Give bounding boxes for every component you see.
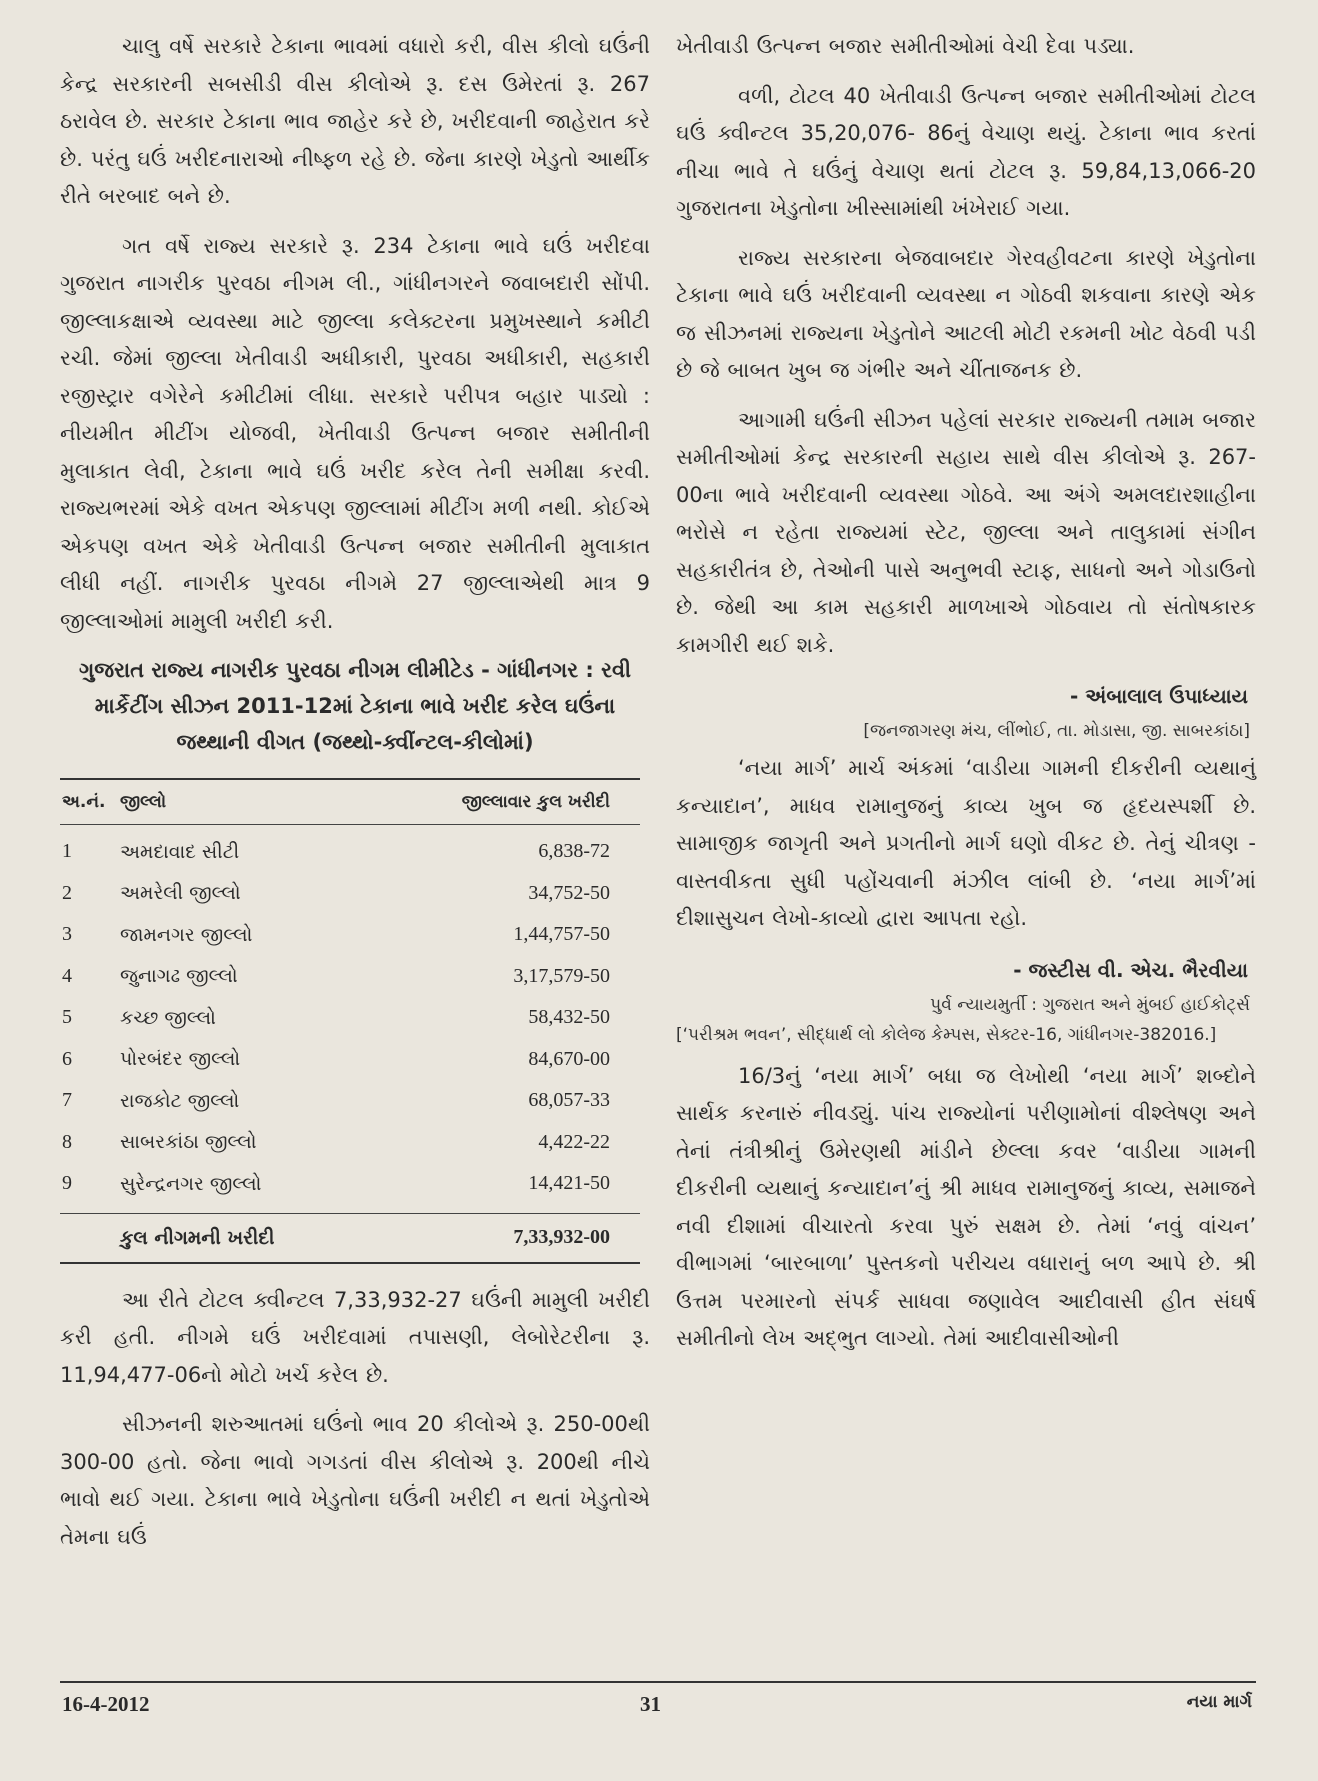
row-amount: 4,422-22: [538, 1130, 610, 1153]
paragraph: ‘નયા માર્ગ’ માર્ચ અંકમાં ‘વાડીયા ગામની દીકરીની વ્યથાનું કન્યાદાન’, માધવ રામાનુજનું કાવ્ય ખુબ જ હૃદયસ્પર્શી છે. સામાજીક જાગૃતી અને પ્રગતીનો માર્ગ ઘણો વીકટ છે. તેનું ચીત્રણ - વાસ્તવીકતા સુધી પહોંચવાની મંઝીલ લાંબી છે. ‘નયા માર્ગ’માં દીશાસુચન લેખો-કાવ્યો દ્વારા આપતા રહો.: [676, 756, 1256, 930]
address: [‘પરીશ્રમ ભવન’, સીદ્ધાર્થ લો કોલેજ કેમ્પસ, સેક્ટર-16, ગાંધીનગર-382016.]: [676, 1024, 1217, 1045]
page-number: 31: [640, 1692, 661, 1716]
total-label: કુલ નીગમની ખરીદી: [120, 1226, 275, 1249]
row-district: જામનગર જીલ્લો: [120, 923, 253, 946]
paragraph: આગામી ઘઉંની સીઝન પહેલાં સરકાર રાજ્યની તમામ બજાર સમીતીઓમાં કેન્દ્ર સરકારની સહાય સાથે વીસ કીલોએ રૂ. 267-00ના ભાવે ખરીદવાની વ્યવસ્થા ગોઠવે. આ અંગે અમલદારશાહીના ભરોસે ન રહેતા રાજ્યમાં સ્ટેટ, જીલ્લા અને તાલુકામાં સંગીન સહકારીતંત્ર છે, તેઓની પાસે અનુભવી સ્ટાફ, સાધનો અને ગોડાઉનો છે. જેથી આ કામ સહકારી માળખાએ ગોઠવાય તો સંતોષકારક કામગીરી થઈ શકે.: [676, 407, 1256, 657]
purchase-table: [60, 778, 640, 1264]
table-row: [60, 997, 640, 1039]
table-row: [60, 1039, 640, 1081]
row-serial: 5: [62, 1006, 72, 1029]
footer-date: 16-4-2012: [62, 1692, 150, 1716]
row-serial: 6: [62, 1047, 72, 1070]
table-row: [60, 1122, 640, 1164]
row-serial: 9: [62, 1172, 72, 1195]
paragraph: સીઝનની શરુઆતમાં ઘઉંનો ભાવ 20 કીલોએ રૂ. 250-00થી 300-00 હતો. જેના ભાવો ગગડતાં વીસ કીલોએ રૂ. 200થી નીચે ભાવો થઈ ગયા. ટેકાના ભાવે ખેડુતોના ઘઉંની ખરીદી ન થતાં ખેડુતોએ તેમના ઘઉં: [60, 1412, 650, 1549]
row-district: જુનાગઢ જીલ્લો: [120, 965, 238, 988]
row-amount: 34,752-50: [528, 881, 610, 904]
table-row: [60, 956, 640, 998]
row-district: અમદાવાદ સીટી: [120, 840, 240, 863]
row-amount: 58,432-50: [528, 1006, 610, 1029]
row-district: સુરેન્દ્રનગર જીલ્લો: [120, 1172, 262, 1195]
designation: પુર્વ ન્યાયમુર્તી : ગુજરાત અને મુંબઈ હાઈકોર્ટ્સ: [930, 994, 1250, 1015]
row-district: પોરબંદર જીલ્લો: [120, 1048, 241, 1071]
row-serial: 7: [62, 1089, 72, 1112]
row-district: અમરેલી જીલ્લો: [120, 882, 241, 905]
row-amount: 84,670-00: [528, 1047, 610, 1070]
signature: - જસ્ટીસ વી. એચ. ભૈરવીયા: [1013, 957, 1248, 982]
paragraph: આ રીતે ટોટલ ક્વીન્ટલ 7,33,932-27 ઘઉંની મામુલી ખરીદી કરી હતી. નીગમે ઘઉં ખરીદવામાં તપાસણી, લેબોરેટરીના રૂ. 11,94,477-06નો મોટો ખર્ચ કરેલ છે.: [60, 1287, 650, 1387]
row-serial: 8: [62, 1130, 72, 1153]
paragraph: રાજ્ય સરકારના બેજવાબદાર ગેરવહીવટના કારણે ખેડુતોના ટેકાના ભાવે ઘઉં ખરીદવાની વ્યવસ્થા ન ગોઠવી શકવાના કારણે એક જ સીઝનમાં રાજ્યના ખેડુતોને આટલી મોટી રકમની ખોટ વેઠવી પડી છે જે બાબત ખુબ જ ગંભીર અને ચીંતાજનક છે.: [676, 245, 1256, 382]
table-bottom-rule: [60, 1262, 640, 1264]
row-amount: 3,17,579-50: [513, 964, 610, 987]
row-amount: 14,421-50: [528, 1172, 610, 1195]
table-row: [60, 831, 640, 873]
table-body: [60, 825, 640, 1213]
total-value: 7,33,932-00: [513, 1226, 610, 1248]
row-serial: 4: [62, 964, 72, 987]
right-column: [676, 28, 1256, 1358]
table-heading: ગુજરાત રાજ્ય નાગરીક પુરવઠા નીગમ લીમીટેડ - ગાંધીનગર : રવી માર્કેટીંગ સીઝન 2011-12માં ટેકાના ભાવે ખરીદ કરેલ ઘઉંના જથ્થાની વીગત (જથ્થો-ક્વીંન્ટલ-કીલોમાં): [78, 658, 632, 754]
footer-rule: [60, 1681, 1256, 1683]
paragraph: ગત વર્ષે રાજ્ય સરકારે રૂ. 234 ટેકાના ભાવે ઘઉં ખરીદવા ગુજરાત નાગરીક પુરવઠા નીગમ લી., ગાંધીનગરને જવાબદારી સોંપી. જીલ્લાકક્ષાએ વ્યવસ્થા માટે જીલ્લા કલેક્ટરના પ્રમુખસ્થાને કમીટી રચી. જેમાં જીલ્લા ખેતીવાડી અધીકારી, પુરવઠા અધીકારી, સહકારી રજીસ્ટ્રાર વગેરેને કમીટીમાં લીધા. સરકારે પરીપત્ર બહાર પાડ્યો : નીયમીત મીટીંગ યોજવી, ખેતીવાડી ઉત્પન્ન બજાર સમીતીની મુલાકાત લેવી, ટેકાના ભાવે ઘઉં ખરીદ કરેલ તેની સમીક્ષા કરવી. રાજ્યભરમાં એકે વખત એકપણ જીલ્લામાં મીટીંગ મળી નથી. કોઈએ એકપણ વખત એકે ખેતીવાડી ઉત્પન્ન બજાર સમીતીની મુલાકાત લીધી નહીં. નાગરીક પુરવઠા નીગમે 27 જીલ્લાએથી માત્ર 9 જીલ્લાઓમાં મામુલી ખરીદી કરી.: [60, 233, 651, 633]
row-amount: 68,057-33: [528, 1089, 610, 1112]
table-header-row: [60, 780, 640, 824]
row-district: કચ્છ જીલ્લો: [120, 1006, 216, 1029]
paragraph: વળી, ટોટલ 40 ખેતીવાડી ઉત્પન્ન બજાર સમીતીઓમાં ટોટલ ઘઉં ક્વીન્ટલ 35,20,076- 86નું વેચાણ થયું. ટેકાના ભાવ કરતાં નીચા ભાવે તે ઘઉંનું વેચાણ થતાં ટોટલ રૂ. 59,84,13,066-20 ગુજરાતના ખેડુતોના ખીસ્સામાંથી ખંખેરાઈ ગયા.: [676, 83, 1256, 220]
table-row: [60, 1080, 640, 1122]
table-total-row: [60, 1214, 640, 1262]
row-serial: 2: [62, 881, 72, 904]
row-amount: 1,44,757-50: [513, 923, 610, 946]
left-column: [60, 28, 650, 1556]
paragraph: ખેતીવાડી ઉત્પન્ન બજાર સમીતીઓમાં વેચી દેવા પડ્યા.: [676, 34, 1135, 58]
table-row: [60, 914, 640, 956]
row-amount: 6,838-72: [538, 840, 610, 863]
row-serial: 3: [62, 923, 72, 946]
header-total: જીલ્લાવાર કુલ ખરીદી: [461, 792, 610, 812]
row-serial: 1: [62, 840, 72, 863]
header-serial: અ.નં.: [62, 792, 106, 812]
paragraph: ચાલુ વર્ષે સરકારે ટેકાના ભાવમાં વધારો કરી, વીસ કીલો ઘઉંની કેન્દ્ર સરકારની સબસીડી વીસ કીલોએ રૂ. દસ ઉમેરતાં રૂ. 267 ઠરાવેલ છે. સરકાર ટેકાના ભાવ જાહેર કરે છે, ખરીદવાની જાહેરાત કરે છે. પરંતુ ઘઉં ખરીદનારાઓ નીષ્ફળ રહે છે. જેના કારણે ખેડુતો આર્થીક રીતે બરબાદ બને છે.: [60, 34, 650, 208]
address: [જનજાગરણ મંચ, લીંભોઈ, તા. મોડાસા, જી. સાબરકાંઠા]: [863, 721, 1250, 741]
table-row: [60, 1163, 640, 1205]
paragraph: 16/3નું ‘નયા માર્ગ’ બધા જ લેખોથી ‘નયા માર્ગ’ શબ્દોને સાર્થક કરનારું નીવડ્યું. પાંચ રાજ્યોનાં પરીણામોનાં વીશ્લેષણ અને તેનાં તંત્રીશ્રીનું ઉમેરણથી માંડીને છેલ્લા કવર ‘વાડીયા ગામની દીકરીની વ્યથાનું કન્યાદાન’નું શ્રી માધવ રામાનુજનું કાવ્ય, સમાજને નવી દીશામાં વીચારતો કરવા પુરું સક્ષમ છે. તેમાં ‘નવું વાંચન’ વીભાગમાં ‘બારબાળા’ પુસ્તકનો પરીચય વધારાનું બળ આપે છે. શ્રી ઉત્તમ પરમારનો સંપર્ક સાધવા જણાવેલ આદીવાસી હીત સંઘર્ષ સમીતીનો લેખ અદ્ભુત લાગ્યો. તેમાં આદીવાસીઓની: [676, 1063, 1256, 1350]
row-district: સાબરકાંઠા જીલ્લો: [120, 1131, 257, 1154]
signature: - અંબાલાલ ઉપાધ્યાય: [1069, 684, 1248, 708]
header-district: જીલ્લો: [120, 792, 167, 812]
magazine-name: નયા માર્ગ: [1186, 1692, 1252, 1712]
row-district: રાજકોટ જીલ્લો: [120, 1089, 240, 1112]
table-row: [60, 873, 640, 915]
